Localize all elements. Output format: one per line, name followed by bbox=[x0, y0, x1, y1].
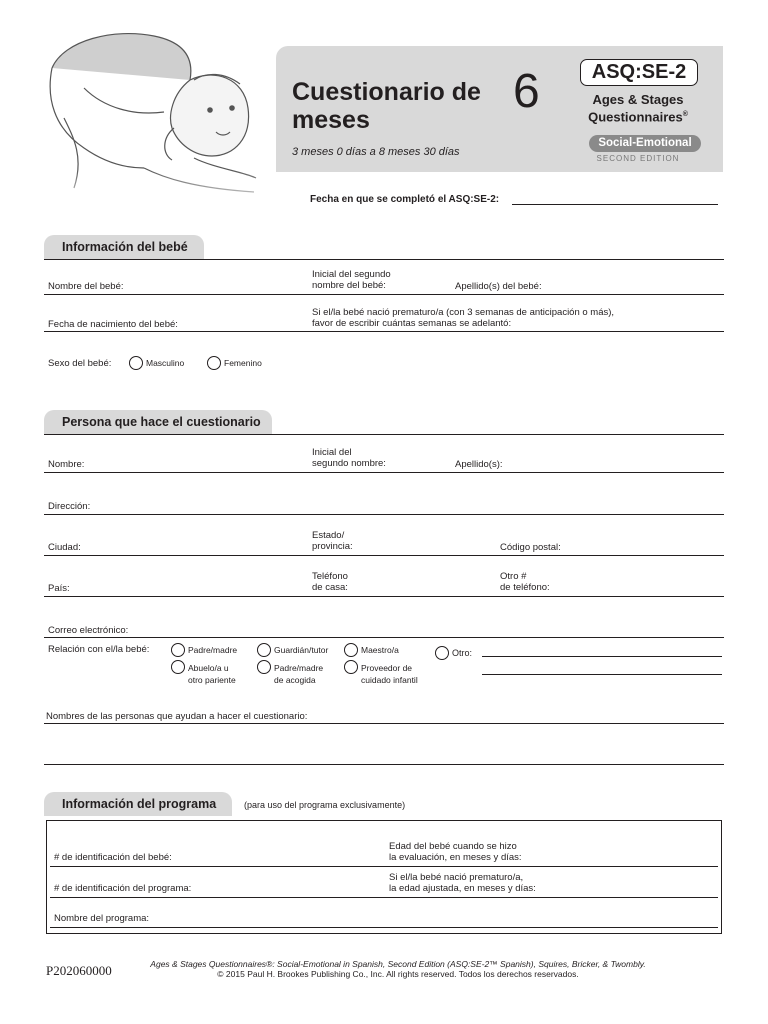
premature-weeks-label-1: Si el/la bebé nació prematuro/a (con 3 semanas de anticipación o más), bbox=[312, 307, 615, 318]
asq-logo-subtitle bbox=[580, 92, 696, 124]
asq-logo-name: ASQ:SE-2 bbox=[591, 61, 687, 83]
sex-label: Sexo del bebé: bbox=[48, 358, 112, 369]
sex-male-label: Masculino bbox=[146, 358, 185, 368]
relation-guardian-radio[interactable] bbox=[257, 643, 271, 657]
home-phone-label-1: Teléfono bbox=[312, 571, 348, 582]
questionnaire-title bbox=[292, 78, 481, 134]
adjusted-age-label bbox=[389, 872, 536, 894]
citation-line-1: Ages & Stages Questionnaires®: Social-Emotional in Spanish, Second Edition (ASQ:SE-2™ Spanish), Squires, Bricker, & Twombly. bbox=[150, 959, 646, 969]
baby-middle-initial-label-2: nombre del bebé: bbox=[312, 280, 386, 291]
country-field[interactable] bbox=[44, 596, 724, 597]
email-label: Correo electrónico: bbox=[48, 625, 129, 636]
country-label: País: bbox=[48, 583, 70, 594]
helpers-label: Nombres de las personas que ayudan a hacer el cuestionario: bbox=[46, 711, 308, 722]
baby-name-field[interactable] bbox=[44, 294, 724, 295]
relation-foster-radio[interactable] bbox=[257, 660, 271, 674]
relation-childcare-radio[interactable] bbox=[344, 660, 358, 674]
birth-date-field[interactable] bbox=[44, 331, 724, 332]
relation-foster-label-2: de acogida bbox=[274, 675, 316, 685]
title-line-2: meses bbox=[292, 106, 370, 134]
adjusted-age-label-2: la edad ajustada, en meses y días: bbox=[389, 883, 536, 894]
baby-id-label: # de identificación del bebé: bbox=[54, 852, 172, 863]
other-phone-label-2: de teléfono: bbox=[500, 582, 550, 593]
citation-line-2: © 2015 Paul H. Brookes Publishing Co., Inc. All rights reserved. Todos los derechos reservados. bbox=[217, 969, 579, 979]
helpers-field-1[interactable] bbox=[44, 723, 724, 724]
respondent-info-tab: Persona que hace el cuestionario bbox=[44, 410, 272, 434]
baby-middle-initial-label bbox=[312, 269, 391, 291]
state-label-2: provincia: bbox=[312, 541, 353, 552]
relation-other-radio[interactable] bbox=[435, 646, 449, 660]
program-name-label: Nombre del programa: bbox=[54, 913, 150, 924]
logo-registered-mark: ® bbox=[682, 111, 688, 118]
program-use-note: (para uso del programa exclusivamente) bbox=[244, 800, 406, 810]
address-label: Dirección: bbox=[48, 501, 91, 512]
form-code: P202060000 bbox=[46, 963, 112, 978]
state-label-1: Estado/ bbox=[312, 530, 345, 541]
respondent-middle-initial-label-2: segundo nombre: bbox=[312, 458, 386, 469]
relation-grandparent-radio[interactable] bbox=[171, 660, 185, 674]
respondent-middle-initial-label-1: Inicial del bbox=[312, 447, 352, 458]
baby-info-rule bbox=[44, 259, 724, 260]
completion-date-field[interactable] bbox=[512, 204, 718, 205]
home-phone-label bbox=[312, 571, 348, 593]
program-id-label: # de identificación del programa: bbox=[54, 883, 192, 894]
sex-male-radio[interactable] bbox=[129, 356, 143, 370]
birth-date-label: Fecha de nacimiento del bebé: bbox=[48, 319, 178, 330]
sex-female-radio[interactable] bbox=[207, 356, 221, 370]
zip-label: Código postal: bbox=[500, 542, 561, 553]
relation-parent-label: Padre/madre bbox=[188, 645, 238, 655]
logo-subtitle-line-1: Ages & Stages bbox=[592, 92, 684, 107]
respondent-info-rule bbox=[44, 434, 724, 435]
respondent-name-field[interactable] bbox=[44, 472, 724, 473]
city-label: Ciudad: bbox=[48, 542, 81, 553]
email-field[interactable] bbox=[44, 637, 724, 638]
relation-foster-label-1: Padre/madre bbox=[274, 663, 324, 673]
relation-childcare-label-1: Proveedor de bbox=[361, 663, 413, 673]
baby-middle-initial-label-1: Inicial del segundo bbox=[312, 269, 391, 280]
relation-other-label: Otro: bbox=[452, 648, 473, 658]
relation-guardian-label: Guardián/tutor bbox=[274, 645, 329, 655]
parent-baby-illustration bbox=[44, 28, 260, 194]
age-at-eval-label-1: Edad del bebé cuando se hizo bbox=[389, 841, 517, 852]
logo-subtitle-line-2: Questionnaires bbox=[588, 109, 683, 125]
respondent-middle-initial-label bbox=[312, 447, 386, 469]
title-line-1: Cuestionario de bbox=[292, 78, 481, 106]
relation-childcare-label bbox=[361, 662, 418, 686]
program-info-tab: Información del programa bbox=[44, 792, 232, 816]
edition-label: SECOND EDITION bbox=[596, 154, 680, 163]
helpers-field-2[interactable] bbox=[44, 764, 724, 765]
relationship-label: Relación con el/la bebé: bbox=[48, 644, 150, 655]
relation-grandparent-label bbox=[188, 662, 236, 686]
relation-teacher-radio[interactable] bbox=[344, 643, 358, 657]
premature-weeks-label-2: favor de escribir cuántas semanas se adelantó: bbox=[312, 318, 512, 329]
baby-last-name-label: Apellido(s) del bebé: bbox=[455, 281, 542, 292]
respondent-name-label: Nombre: bbox=[48, 459, 85, 470]
relation-childcare-label-2: cuidado infantil bbox=[361, 675, 418, 685]
baby-name-label: Nombre del bebé: bbox=[48, 281, 124, 292]
age-range: 3 meses 0 días a 8 meses 30 días bbox=[292, 146, 460, 158]
address-field[interactable] bbox=[44, 514, 724, 515]
relation-grandparent-label-2: otro pariente bbox=[188, 675, 236, 685]
home-phone-label-2: de casa: bbox=[312, 582, 348, 593]
city-field[interactable] bbox=[44, 555, 724, 556]
adjusted-age-label-1: Si el/la bebé nació prematuro/a, bbox=[389, 872, 524, 883]
premature-weeks-label bbox=[312, 307, 614, 329]
baby-info-tab: Información del bebé bbox=[44, 235, 204, 259]
other-phone-label bbox=[500, 571, 550, 593]
age-at-eval-label-2: la evaluación, en meses y días: bbox=[389, 852, 522, 863]
copyright-notice bbox=[128, 959, 668, 979]
state-label bbox=[312, 530, 353, 552]
other-phone-label-1: Otro # bbox=[500, 571, 527, 582]
relation-teacher-label: Maestro/a bbox=[361, 645, 399, 655]
relation-foster-label bbox=[274, 662, 323, 686]
age-at-eval-label bbox=[389, 841, 522, 863]
respondent-last-name-label: Apellido(s): bbox=[455, 459, 503, 470]
relation-grandparent-label-1: Abuelo/a u bbox=[188, 663, 229, 673]
relation-other-field-2[interactable] bbox=[482, 674, 722, 675]
title-age-number: 6 bbox=[513, 65, 540, 118]
social-emotional-badge: Social-Emotional bbox=[589, 135, 701, 152]
program-name-field[interactable] bbox=[50, 927, 718, 928]
relation-other-field-1[interactable] bbox=[482, 656, 722, 657]
program-id-field[interactable] bbox=[50, 897, 718, 898]
completion-date-label: Fecha en que se completó el ASQ:SE-2: bbox=[310, 194, 500, 205]
relation-parent-radio[interactable] bbox=[171, 643, 185, 657]
sex-female-label: Femenino bbox=[224, 358, 262, 368]
baby-id-field[interactable] bbox=[50, 866, 718, 867]
